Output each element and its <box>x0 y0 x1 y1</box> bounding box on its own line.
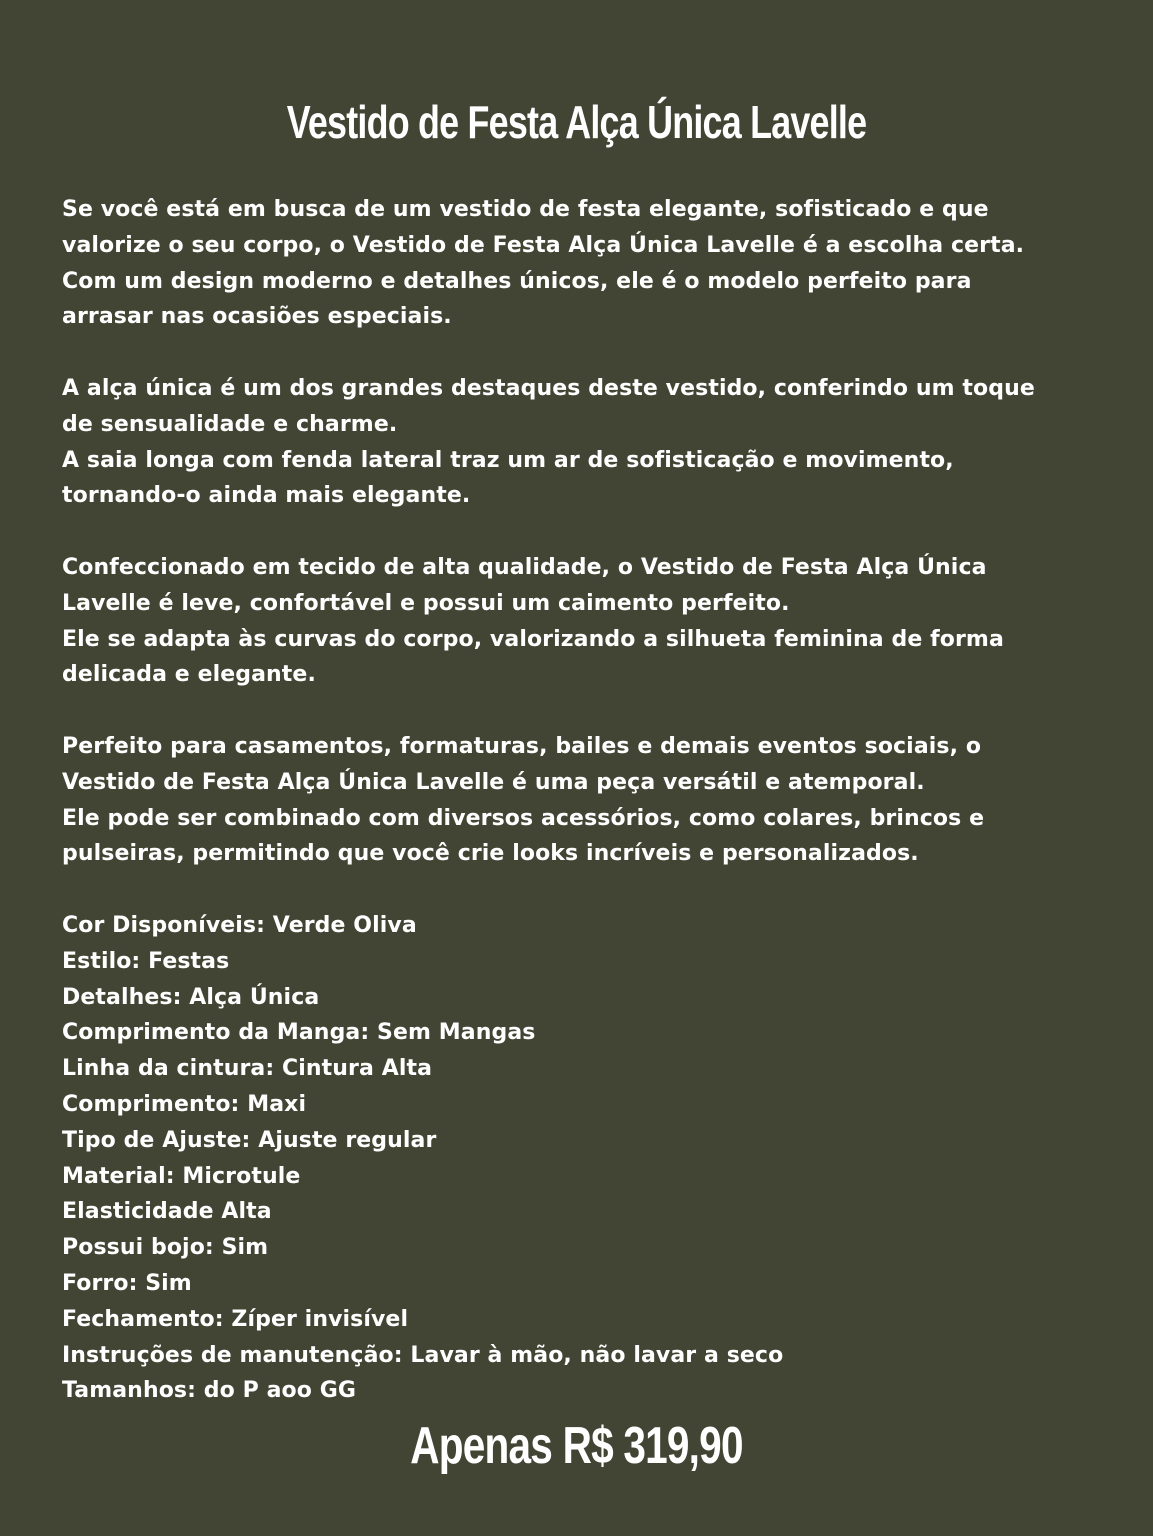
spec-item: Estilo: Festas <box>62 948 230 974</box>
paragraph-line: Vestido de Festa Alça Única Lavelle é uma peça versátil e atemporal. <box>62 769 925 795</box>
spec-item: Instruções de manutenção: Lavar à mão, não lavar a seco <box>62 1342 784 1368</box>
spec-item: Material: Microtule <box>62 1163 301 1189</box>
spec-list <box>62 908 1102 1409</box>
spec-item: Elasticidade Alta <box>62 1199 272 1225</box>
description-paragraph <box>62 550 1102 693</box>
description-paragraph <box>62 729 1102 872</box>
spec-item: Detalhes: Alça Única <box>62 984 320 1010</box>
spec-item: Cor Disponíveis: Verde Oliva <box>62 912 417 938</box>
spec-item: Fechamento: Zíper invisível <box>62 1306 409 1332</box>
paragraph-line: delicada e elegante. <box>62 662 316 688</box>
spec-item: Tamanhos: do P aoo GG <box>62 1378 357 1404</box>
paragraph-line: A saia longa com fenda lateral traz um ar de sofisticação e movimento, <box>62 447 954 473</box>
paragraph-line: Ele se adapta às curvas do corpo, valorizando a silhueta feminina de forma <box>62 626 1004 652</box>
spec-item: Comprimento da Manga: Sem Mangas <box>62 1020 536 1046</box>
paragraph-line: Confeccionado em tecido de alta qualidade, o Vestido de Festa Alça Única <box>62 554 987 580</box>
description-body <box>62 192 1102 1409</box>
spec-item: Forro: Sim <box>62 1270 192 1296</box>
paragraph-line: Ele pode ser combinado com diversos acessórios, como colares, brincos e <box>62 805 985 831</box>
paragraph-line: pulseiras, permitindo que você crie looks incríveis e personalizados. <box>62 841 919 867</box>
spec-item: Comprimento: Maxi <box>62 1091 307 1117</box>
paragraph-line: A alça única é um dos grandes destaques deste vestido, conferindo um toque <box>62 375 1035 401</box>
paragraph-line: Com um design moderno e detalhes únicos, ele é o modelo perfeito para <box>62 268 972 294</box>
paragraph-line: valorize o seu corpo, o Vestido de Festa Alça Única Lavelle é a escolha certa. <box>62 232 1025 258</box>
paragraph-line: tornando-o ainda mais elegante. <box>62 483 471 509</box>
paragraph-line: Lavelle é leve, confortável e possui um caimento perfeito. <box>62 590 790 616</box>
spec-item: Linha da cintura: Cintura Alta <box>62 1056 433 1082</box>
spec-item: Possui bojo: Sim <box>62 1235 269 1261</box>
spec-item: Tipo de Ajuste: Ajuste regular <box>62 1127 437 1153</box>
page-title: Vestido de Festa Alça Única Lavelle <box>286 96 867 148</box>
paragraph-line: Se você está em busca de um vestido de festa elegante, sofisticado e que <box>62 197 989 222</box>
price-label: Apenas R$ 319,90 <box>410 1417 743 1475</box>
description-paragraph <box>62 192 1102 335</box>
paragraph-line: de sensualidade e charme. <box>62 411 398 437</box>
paragraph-line: Perfeito para casamentos, formaturas, bailes e demais eventos sociais, o <box>62 733 982 759</box>
description-paragraph <box>62 371 1102 514</box>
paragraph-line: arrasar nas ocasiões especiais. <box>62 304 452 330</box>
